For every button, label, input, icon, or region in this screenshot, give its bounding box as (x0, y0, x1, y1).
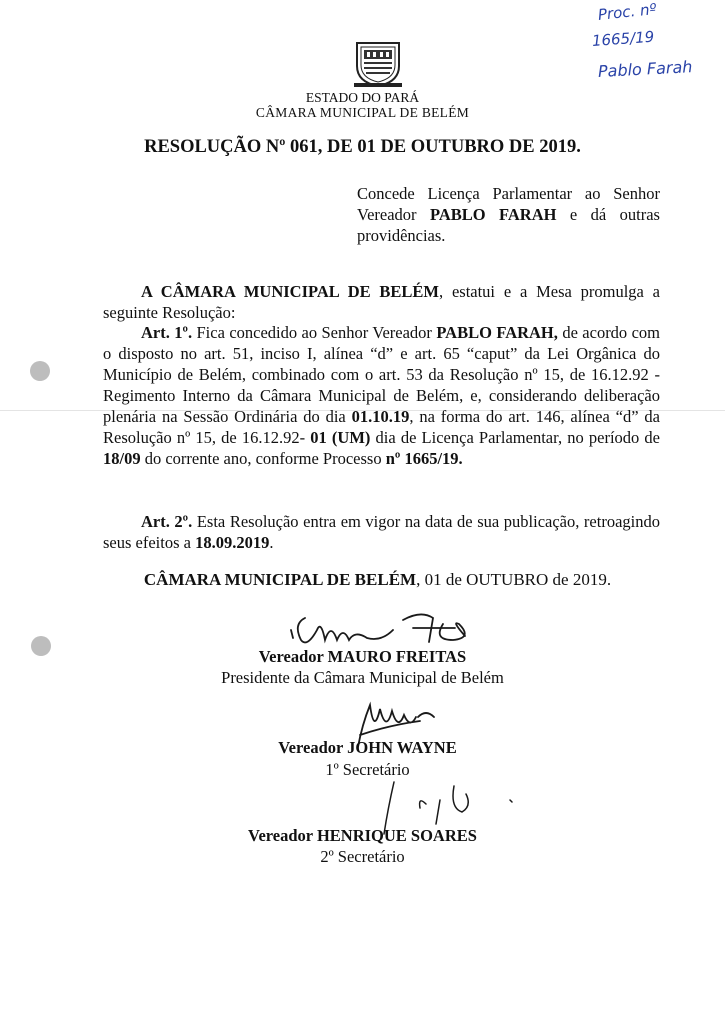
punch-hole (30, 361, 50, 381)
article-2 (103, 511, 660, 553)
note-line-1: Proc. nº (597, 0, 658, 24)
opening-text: , estatui e a Mesa promulga a seguinte Resolução: (103, 282, 660, 322)
article-1-text: Fica concedido ao Senhor Vereador (192, 323, 437, 342)
article-1-text: , na forma do art. 146, alínea “d” da Resolução nº 15, de 16.12.92- (103, 407, 660, 447)
article-2-label: Art. 2º. (141, 512, 193, 531)
signatory-role: Presidente da Câmara Municipal de Belém (221, 668, 504, 687)
article-1-bold: 01 (UM) (310, 428, 371, 447)
article-2-text: . (269, 533, 274, 552)
handwritten-note (591, 0, 722, 81)
opening-chamber: A CÂMARA MUNICIPAL DE BELÉM (141, 282, 440, 301)
article-1-text: do corrente ano, conforme Processo (140, 449, 386, 468)
ementa-text-end: e dá outras providências. (357, 205, 660, 245)
note-line-2: 1665/19 (591, 27, 655, 50)
ementa-name: PABLO FARAH (429, 205, 557, 224)
ementa-text: Concede Licença Parlamentar ao Senhor Vereador (357, 184, 660, 224)
article-1-text: dia de Licença Parlamentar, no período de (370, 428, 660, 447)
article-2-text: Esta Resolução entra em vigor na data de sua publicação, retroagindo seus efeitos a (103, 512, 660, 552)
coat-of-arms-icon (353, 40, 403, 88)
article-1-bold: PABLO FARAH, (436, 323, 558, 342)
signatory-name: Vereador JOHN WAYNE (278, 738, 457, 757)
signatory-name: Vereador HENRIQUE SOARES (248, 826, 477, 845)
article-1 (103, 322, 660, 469)
article-1-bold: 01.10.19 (351, 407, 410, 426)
article-1-label: Art. 1º. (141, 323, 193, 342)
closing-chamber: CÂMARA MUNICIPAL DE BELÉM (143, 570, 417, 589)
article-1-bold: 18/09 (103, 449, 141, 468)
closing-line (0, 570, 725, 590)
closing-date: , 01 de OUTUBRO de 2019. (416, 570, 612, 589)
article-1-text: de acordo com o disposto no art. 51, inciso I, alínea “d” e art. 65 “caput” da Lei Orgânica do Município de Belém, combinado com o art. 53 da Resolução nº 15, de 16.12.92 - Regimento Interno da Câmara Municipal de Belém, e, considerando deliberação plenária na Sessão Ordinária do dia (103, 323, 660, 426)
article-2-bold: 18.09.2019 (195, 533, 270, 552)
signatory-role: 1º Secretário (325, 760, 410, 779)
state-header: ESTADO DO PARÁ (305, 90, 420, 105)
article-1-bold: nº 1665/19. (385, 449, 463, 468)
opening-paragraph (103, 281, 660, 323)
chamber-header: CÂMARA MUNICIPAL DE BELÉM (255, 105, 470, 120)
resolution-title: RESOLUÇÃO Nº 061, DE 01 DE OUTUBRO DE 2019. (144, 137, 581, 157)
signatory-name: Vereador MAURO FREITAS (258, 647, 467, 666)
signatory-role: 2º Secretário (320, 847, 405, 866)
ementa (357, 183, 660, 246)
note-line-3: Pablo Farah (597, 57, 693, 81)
